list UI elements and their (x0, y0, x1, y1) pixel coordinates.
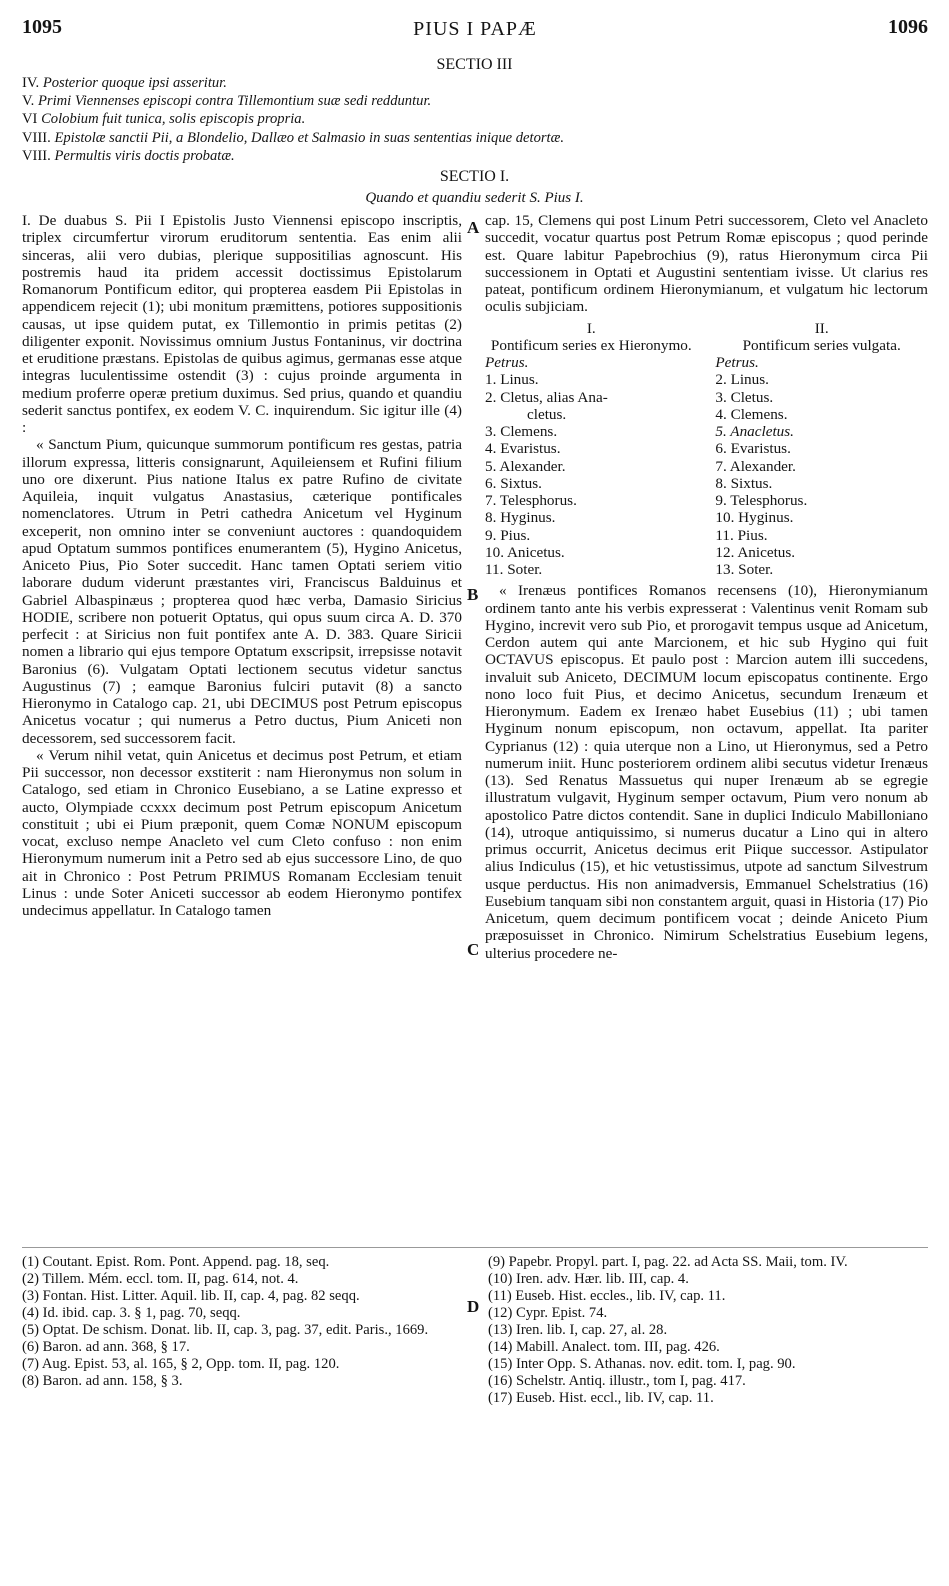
list-item: 8. Sixtus. (715, 474, 773, 492)
list-vulgata (715, 320, 928, 579)
footnote: (15) Inter Opp. S. Athanas. nov. edit. tom. I, pag. 90. (488, 1356, 796, 1372)
footnote-divider (22, 1247, 928, 1248)
toc-item-number: V. (22, 93, 35, 110)
list-hieronymus (485, 320, 698, 579)
footnote: (14) Mabill. Analect. tom. III, pag. 426. (488, 1339, 720, 1355)
page-number-left: 1095 (22, 16, 62, 38)
list-item: 3. Cletus. (715, 388, 774, 406)
running-title: PIUS I PAPÆ (413, 18, 537, 40)
toc-item-number: VI (22, 111, 38, 128)
footnote: (2) Tillem. Mém. eccl. tom. II, pag. 614, not. 4. (22, 1271, 299, 1287)
list-item: 10. Anicetus. (485, 543, 565, 561)
page-header (22, 16, 928, 46)
list-item: 12. Anicetus. (715, 543, 796, 561)
list-heading: Pontificum series vulgata. (742, 336, 901, 354)
footnote: (5) Optat. De schism. Donat. lib. II, cap. 3, pag. 37, edit. Paris., 1669. (22, 1322, 429, 1338)
toc-item-number: VIII. (22, 129, 51, 146)
toc-item (22, 92, 927, 110)
footnote: (13) Iren. lib. I, cap. 27, al. 28. (488, 1322, 668, 1338)
footnote: (6) Baron. ad ann. 368, § 17. (22, 1339, 190, 1355)
footnote: (3) Fontan. Hist. Litter. Aquil. lib. II, cap. 4, pag. 82 seqq. (22, 1288, 360, 1304)
footnote: (16) Schelstr. Antiq. illustr., tom I, pag. 417. (488, 1373, 746, 1389)
toc-item (22, 74, 927, 92)
list-item: 13. Soter. (715, 561, 774, 578)
paragraph: cap. 15, Clemens qui post Linum Petri successorem, Cleto vel Anacleto succedit, vocatur quartus post Petrum Romæ episcopus ; quod perinde est. Quare labitur Papebrochius (9), ratus Hieronymum circa Pii successionem in Optati et Augustini sententiam ivisse. Ut clarius res pateat, pontificum ordinem Hieronymianum, et vulgatum hic lectorum oculis subjiciam. (485, 212, 928, 316)
margin-marker-b: B (467, 585, 479, 604)
footnote: (10) Iren. adv. Hær. lib. III, cap. 4. (488, 1271, 689, 1287)
list-item: 11. Soter. (485, 561, 543, 578)
footnote: (11) Euseb. Hist. eccles., lib. IV, cap. 11. (488, 1288, 726, 1304)
list-item: 9. Telesphorus. (715, 492, 808, 509)
list-roman-numeral: I. (586, 319, 596, 337)
list-item: 4. Clemens. (715, 405, 788, 423)
footnote: (1) Coutant. Epist. Rom. Pont. Append. pag. 18, seq. (22, 1254, 330, 1270)
section-3-title: SECTIO III (436, 56, 513, 73)
toc-item-number: VIII. (22, 147, 51, 164)
list-heading: Pontificum series ex Hieronymo. (490, 336, 692, 354)
footnote: (8) Baron. ad ann. 158, § 3. (22, 1373, 183, 1389)
toc-item-text: Posterior quoque ipsi asseritur. (42, 75, 227, 91)
footnote: (9) Papebr. Propyl. part. I, pag. 22. ad Acta SS. Maii, tom. IV. (488, 1254, 848, 1270)
toc-item (22, 110, 927, 128)
pontiff-lists (485, 320, 928, 579)
paragraph: « Sanctum Pium, quicunque summorum pontificum res gestas, patria illorum expressa, litteris consignarunt, Aquileiensem et Rufini filium uno ore dixerunt. Pius natione Italus ex patre Rufino de civitate Aquileia, inquit vulgatus Anastasius, cæterique pontificales nomenclatores. Utrum in Petri cathedra Anicetum vel Hyginum exceperit, non omnino inter se conveniunt auctores : quandoquidem apud Optatum summos pontifices enumerantem (5), Hygino Anicetus, Aniceto Pius, Pio Soter succedit. Hanc tamen Optati seriem vitio laborare dudum viderunt præstantes viri, Franciscus Balduinus et Gabriel Albaspinæus ; propterea quod hæc verba, Damasio Siricius HODIE, scribere non potuerit Optatus, qui opus suum circa A. D. 370 perfecit : at Siricius non fuit pontifex ante A. D. 383. Quare Siricii nomen a librario qui ejus tempore Optatum exscripsit, irrepsisse notavit Baronius (6). Vulgatam Optati lectionem secutus videtur sanctus Augustinus (7) ; eamque Baronius fulciri putavit (8) a sancto Hieronymo in Catalogo cap. 21, ubi DECIMUS post Petrum episcopus Anicetus vocatur ; qui numerus a Petro ductus, Pium Aniceti non decessorem, sed successorem facit. (22, 436, 462, 747)
list-item: 2. Linus. (715, 371, 769, 389)
footnotes-left (22, 1254, 462, 1390)
list-item: 5. Anacletus. (715, 423, 794, 440)
list-item: 8. Hyginus. (485, 509, 556, 527)
list-roman-numeral: II. (814, 319, 829, 337)
right-column (485, 212, 928, 962)
footnote: (4) Id. ibid. cap. 3. § 1, pag. 70, seqq. (22, 1305, 241, 1321)
toc-item-text: Primi Viennenses episcopi contra Tillemontium suæ sedi redduntur. (37, 93, 432, 110)
footnote: (7) Aug. Epist. 53, al. 165, § 2, Opp. tom. II, pag. 120. (22, 1356, 340, 1372)
list-item: 2. Cletus, alias Ana- (485, 388, 608, 406)
toc-item (22, 147, 927, 165)
toc-item (22, 129, 927, 147)
toc-item-text: Epistolæ sanctii Pii, a Blondelio, Dallæo et Salmasio in suas sententias inique detortæ. (54, 129, 564, 146)
list-item: 7. Alexander. (715, 457, 796, 475)
list-item: 6. Sixtus. (485, 474, 542, 492)
toc-item-text: Permultis viris doctis probatæ. (54, 147, 235, 164)
list-item: Petrus. (715, 354, 759, 371)
paragraph: « Irenæus pontifices Romanos recensens (10), Hieronymianum ordinem tanto ante his verbis expresserat : Valentinus venit Romam sub Hygino, increvit vero sub Pio, et prorogavit tempus usque ad Anicetum, Cerdon autem qui ante Marcionem, et hic sub Hygino qui fuit OCTAVUS episcopus. Et paulo post : Marcion autem illi succedens, invaluit sub Aniceto, DECIMUM locum episcopatus continente. Ergo nono loco fuit Pius, et decimo Anicetus, secundum Irenæum et Hieronymum. Eadem ex Irenæo habet Eusebius (11) ; ubi tamen Hyginum nonum episcopum, non octavum, appellat. Ita pariter Cyprianus (12) : quia uterque non a Lino, ut Hieronymus, sed a Petro numerum iniit. Hunc posteriorem ordinem alibi secutus videtur Irenæus (13). Sed Renatus Massuetus qui nuper Irenæum ab se egregie illustratum vulgavit, Hyginum semper octavum, Pium vero nonum ab apostolico Patre dictos contendit. Sane in duplici Indiculo Mabilloniano (14), utroque antiquissimo, si numerus ducatur a Lino qui in altero primus occurrit, Anicetus decimus erit Piique successor. Astipulator alius Indiculus (15), et hic vetustissimus, utpote ad sanctum Silvestrum usque perductus. His non animadversis, Emmanuel Schelstratius (16) Eusebium tanquam sibi non constantem arguit, quasi in Historia (17) Pio Anicetum, quem decimum pontificem vocat ; deinde Aniceto Pium præposuisset in Chronico. Nimirum Schelstratius Eusebium legens, ulterius procedere ne- (485, 582, 928, 962)
list-item: 9. Pius. (485, 526, 531, 544)
page-number-right: 1096 (888, 16, 928, 38)
list-item: cletus. (527, 405, 567, 423)
paragraph: « Verum nihil vetat, quin Anicetus et decimus post Petrum, et etiam Pii successor, non decessor exstiterit : nam Hieronymus non solum in Catalogo, sed etiam in Chronico Eusebiano, a se Latine expresso et aucto, Olympiade ccxxx decimum post Petrum episcopum Anicetum constituit ; ubi ei Pium præponit, quem Comæ NONUM episcopum vocat, excluso nempe Anacleto vel cum Cleto confuso : non enim Hieronymum numerum init a Petro sed ab ejus successore Lino, de quo ait in Chronico : Post Petrum PRIMUS Romanam Ecclesiam tenuit Linus : unde Soter Aniceti successor ab eodem Hieronymo pontifex undecimus appellatur. In Catalogo tamen (22, 746, 462, 919)
toc-item-text: Colobium fuit tunica, solis episcopis propria. (41, 111, 306, 128)
section-3-contents (22, 74, 927, 165)
list-item: 11. Pius. (715, 526, 768, 544)
list-item: 3. Clemens. (485, 423, 558, 440)
footnote: (12) Cypr. Epist. 74. (488, 1305, 608, 1321)
list-item: Petrus. (485, 354, 529, 371)
paragraph: I. De duabus S. Pii I Epistolis Justo Viennensi episcopo inscriptis, triplex circumfertur virorum eruditorum sententia. Eas enim alii sinceras, alii vero dubias, plerique suppositilias agnoscunt. His postremis haud ita pridem accessit doctissimus Epistolarum Romanorum Pontificum editor, qui propterea easdem Pii Epistolas in appendicem rejecit (1); ubi monitum præmittens, potiores suppositionis causas, ut ipse quidem putat, ex Tillemontio in primis petitas (2) diligenter exponit. Novissimus omnium Justus Fontaninus, vir doctrina et eruditione præstans. Epistolas de quibus agimus, germanas esse atque integras luculentissime ostendit (3) : cujus proinde argumenta in medium proferre operæ pretium duximus. Sed prius, quando et quandiu sederit sanctus pontifex, ex eodem V. C. inquirendum. Sic igitur ille (4) : (22, 212, 462, 436)
list-item: 7. Telesphorus. (485, 492, 577, 509)
left-column (22, 212, 462, 919)
list-item: 5. Alexander. (485, 457, 566, 475)
section-1-title: SECTIO I. (439, 168, 510, 185)
section-1-subtitle: Quando et quandiu sederit S. Pius I. (365, 190, 584, 206)
margin-marker-a: A (467, 218, 480, 237)
list-item: 1. Linus. (485, 371, 539, 389)
footnotes-right (488, 1254, 928, 1407)
list-item: 6. Evaristus. (715, 440, 791, 458)
list-item: 4. Evaristus. (485, 440, 561, 458)
margin-marker-d: D (467, 1297, 480, 1316)
footnote: (17) Euseb. Hist. eccl., lib. IV, cap. 11. (488, 1390, 714, 1406)
toc-item-number: IV. (22, 75, 40, 91)
margin-marker-c: C (467, 940, 480, 959)
list-item: 10. Hyginus. (715, 509, 794, 527)
